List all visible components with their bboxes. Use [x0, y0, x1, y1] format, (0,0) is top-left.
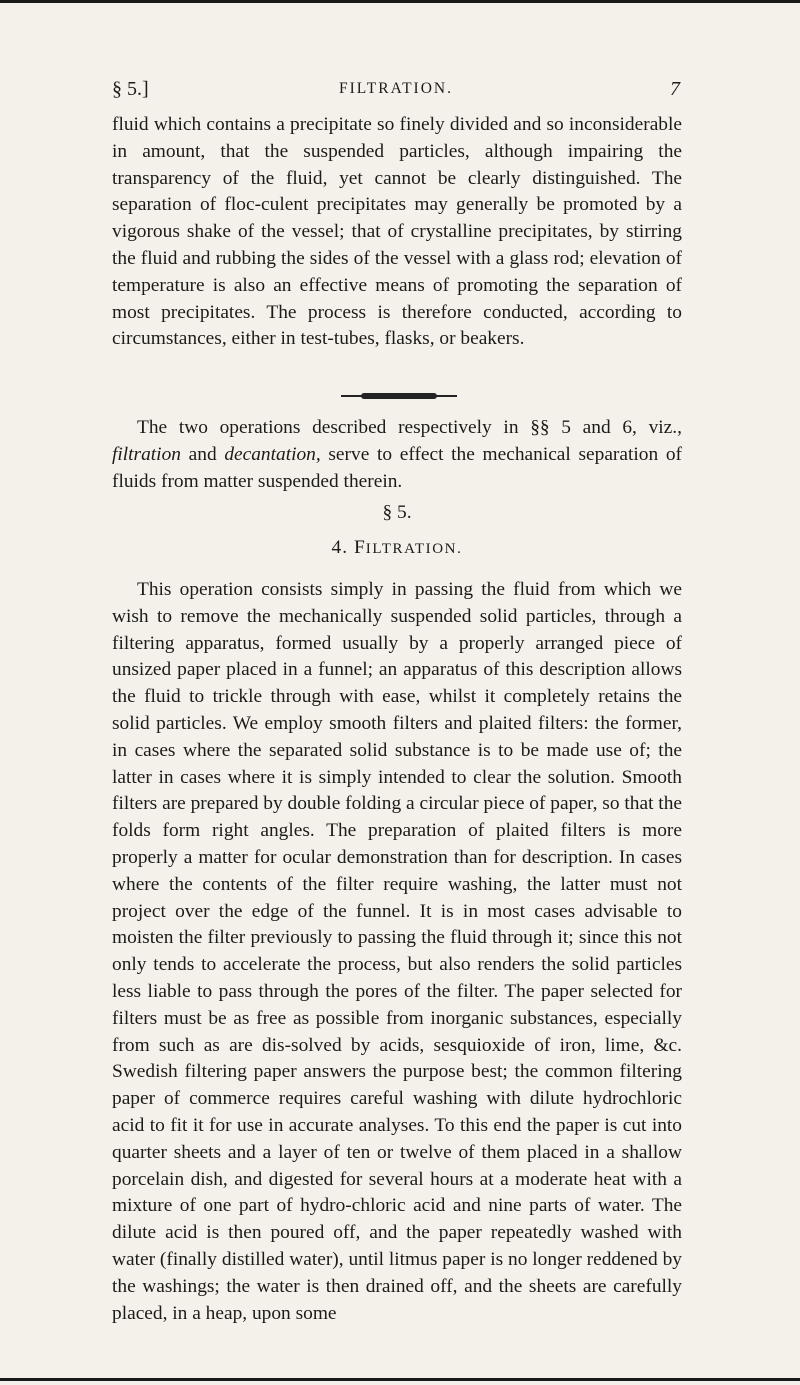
- paragraph-text: This operation consists simply in passing the fluid from which we wish to remove the mechanically suspended solid particles, through a filtering apparatus, formed usually by a properly arranged piece of unsized paper placed in a funnel; an apparatus of this description allows the fluid to trickle through with ease, whilst it completely retains the solid particles. We employ smooth filters and plaited filters: the former, in cases where the separated solid substance is to be made use of; the latter in cases where it is simply intended to clear the solution. Smooth filters are prepared by double folding a circular piece of paper, so that the folds form right angles. The preparation of plaited filters is more properly a matter for ocular demonstration than for description. In cases where the contents of the filter require washing, the latter must not project over the edge of the funnel. It is in most cases advisable to moisten the filter previously to passing the fluid through it; since this not only tends to accelerate the process, but also renders the solid particles less liable to pass through the pores of the filter. The paper selected for filters must be as free as possible from inorganic substances, especially from such as are dis-solved by acids, sesquioxide of iron, lime, &c. Swedish filtering paper answers the purpose best; the common filtering paper of commerce requires careful washing with dilute hydrochloric acid to fit it for use in accurate analyses. To this end the paper is cut into quarter sheets and a layer of ten or twelve of them placed in a shallow porcelain dish, and digested for several hours at a moderate heat with a mixture of one part of hydro-chloric acid and nine parts of water. The dilute acid is then poured off, and the paper repeatedly washed with water (finally distilled water), until litmus paper is no longer reddened by the washings; the water is then drained off, and the sheets are carefully placed, in a heap, upon some: [112, 579, 682, 1324]
- paragraph-continued: [112, 112, 682, 353]
- header-section-ref: § 5.]: [112, 78, 149, 100]
- section-number: § 5.: [382, 502, 412, 523]
- section-divider-ornament: [341, 393, 457, 399]
- header-title: FILTRATION.: [338, 80, 453, 97]
- top-border: [0, 0, 800, 3]
- section-heading: 4. FILTRATION.: [331, 537, 463, 558]
- page-number: 7: [670, 78, 680, 100]
- paragraph-text: The two operations described respectively in §§ 5 and 6, viz., filtration and decantation, serve to effect the mechanical separation of fluids from matter suspended therein.: [112, 417, 682, 492]
- running-header: [112, 78, 680, 102]
- paragraph-text: fluid which contains a precipitate so finely divided and so inconsiderable in amount, that the suspended particles, although impairing the transparency of the fluid, yet cannot be clearly distinguished. The separation of floc-culent precipitates may generally be promoted by a vigorous shake of the vessel; that of crystalline precipitates, by stirring the fluid and rubbing the sides of the vessel with a glass rod; elevation of temperature is also an effective means of promoting the separation of most precipitates. The process is therefore conducted, according to circumstances, either in test-tubes, flasks, or beakers.: [112, 114, 682, 350]
- paragraph-intro: [112, 415, 682, 495]
- emphasis-filtration: filtration: [112, 443, 181, 465]
- paragraph-filtration: [112, 577, 682, 1327]
- emphasis-decantation: decantation,: [224, 443, 321, 465]
- bottom-border: [0, 1378, 800, 1381]
